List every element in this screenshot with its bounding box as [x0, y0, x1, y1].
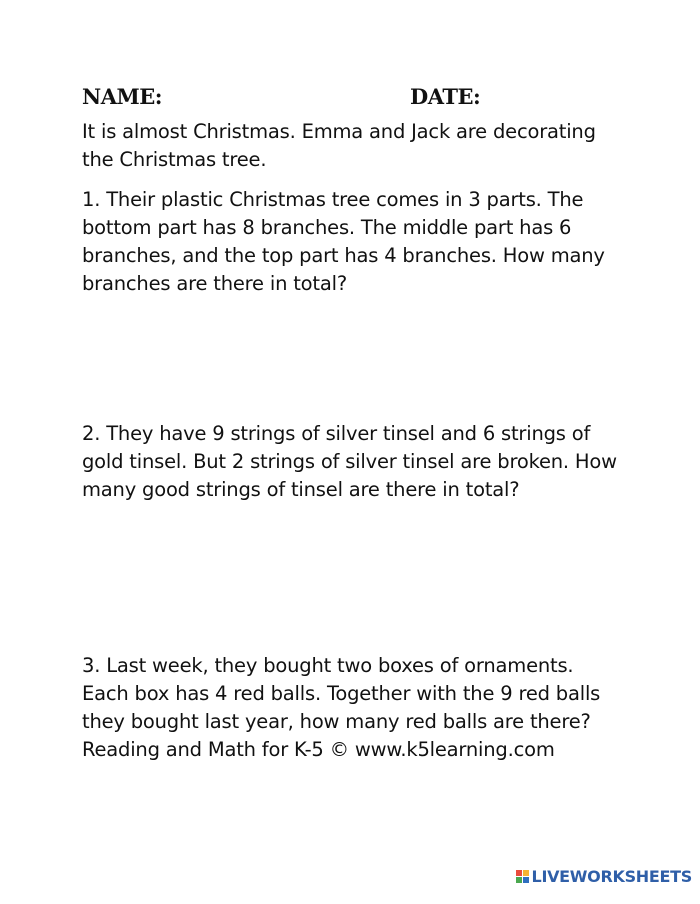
logo-square-blue	[523, 877, 529, 883]
name-label: NAME:	[82, 84, 162, 109]
worksheet-header	[82, 84, 642, 109]
liveworksheets-watermark	[516, 867, 692, 886]
liveworksheets-logo-icon	[516, 870, 529, 883]
logo-square-yellow	[523, 870, 529, 876]
question-2: 2. They have 9 strings of silver tinsel and 6 strings of gold tinsel. But 2 strings of silver tinsel are broken. How many good strings of tinsel are there in total?	[82, 422, 617, 501]
intro-paragraph: It is almost Christmas. Emma and Jack are decorating the Christmas tree.	[82, 120, 596, 171]
logo-square-green	[516, 877, 522, 883]
question-3: 3. Last week, they bought two boxes of ornaments. Each box has 4 red balls. Together with the 9 red balls they bought last year, how many red balls are there? Reading and Math for K-5 © www.k5learning.com	[82, 654, 601, 761]
watermark-text: LIVEWORKSHEETS	[531, 867, 692, 886]
logo-square-red	[516, 870, 522, 876]
question-1: 1. Their plastic Christmas tree comes in 3 parts. The bottom part has 8 branches. The middle part has 6 branches, and the top part has 4 branches. How many branches are there in total?	[82, 188, 605, 295]
date-label: DATE:	[410, 84, 481, 109]
